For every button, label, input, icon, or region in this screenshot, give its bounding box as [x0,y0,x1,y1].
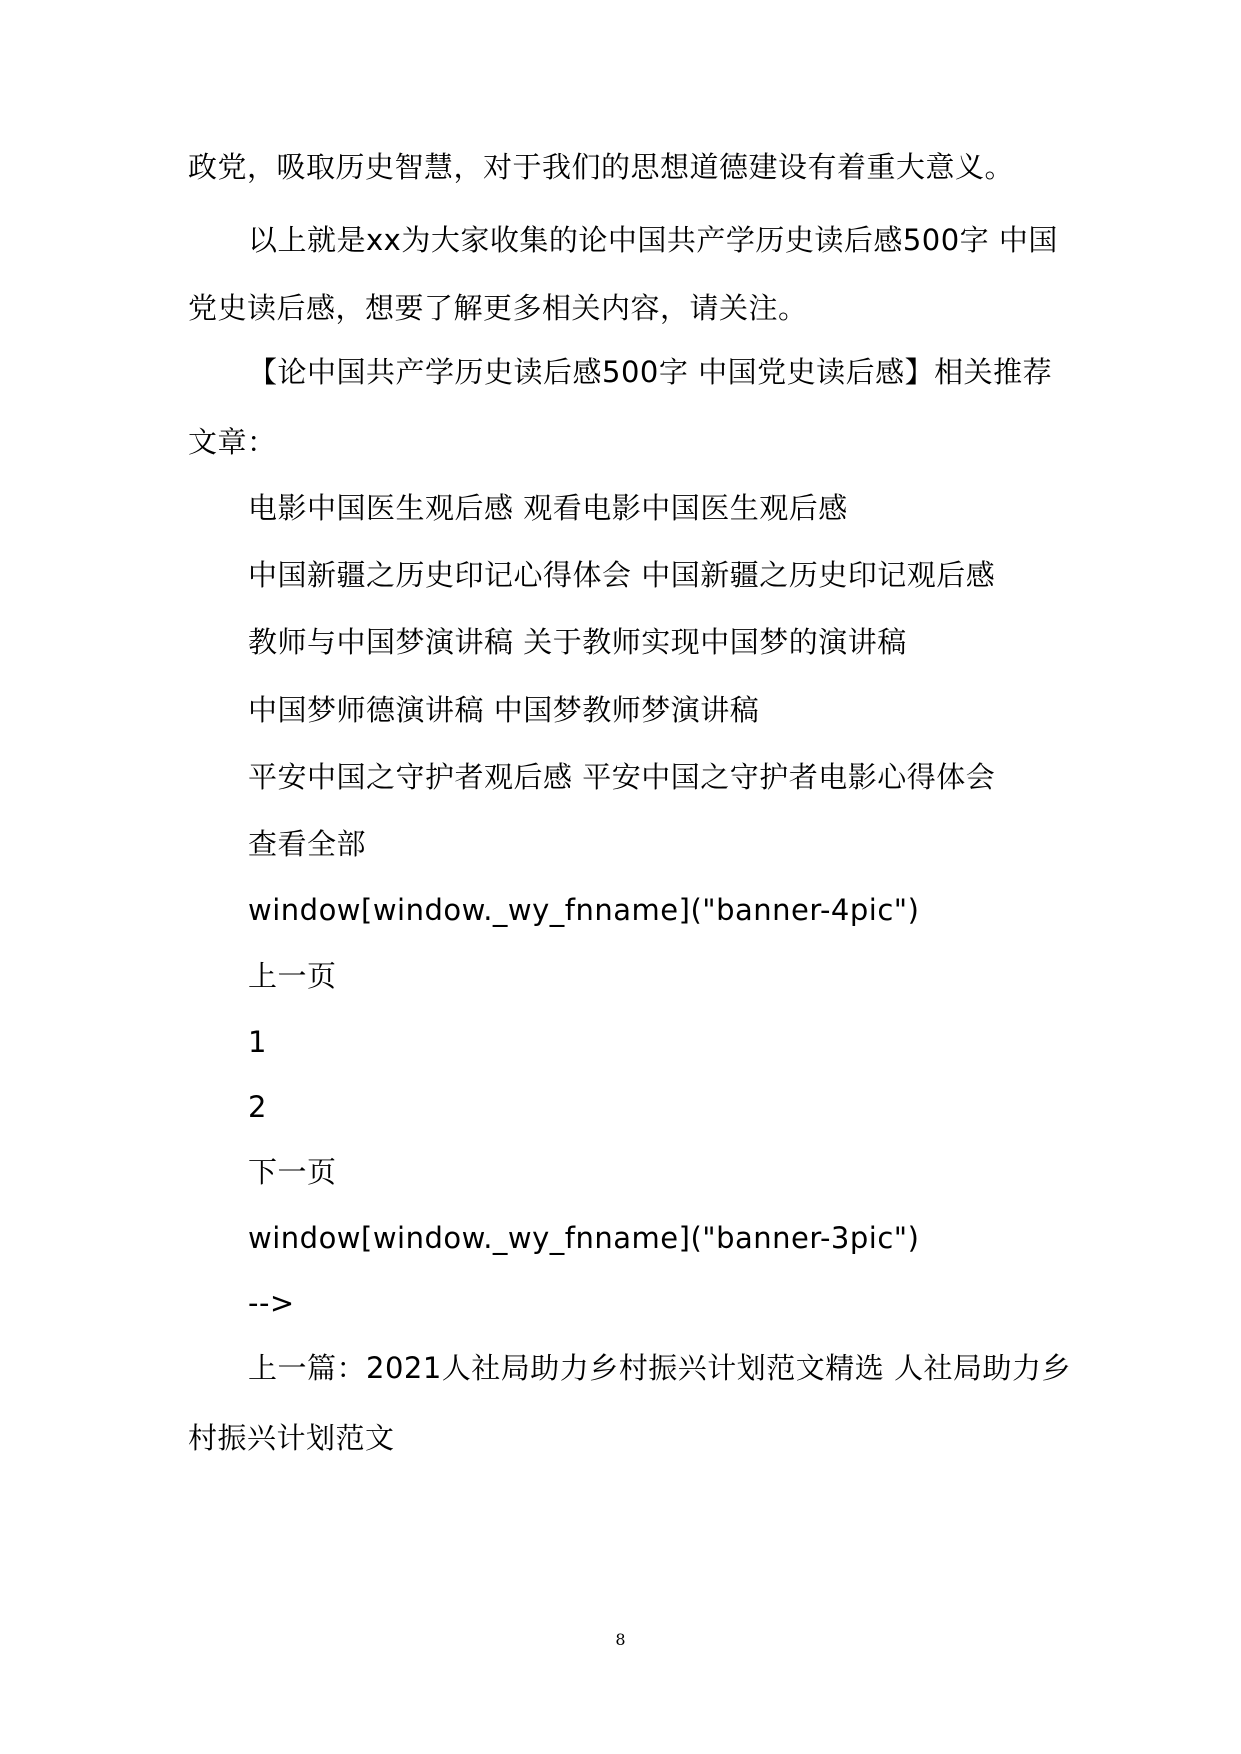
related-article-link[interactable]: 平安中国之守护者观后感 平安中国之守护者电影心得体会 [248,760,996,794]
related-article-link[interactable]: 电影中国医生观后感 观看电影中国医生观后感 [248,491,848,525]
related-heading-continued: 文章： [188,425,277,459]
prev-page-link[interactable]: 上一页 [248,959,337,993]
prev-article-link-continued[interactable]: 村振兴计划范文 [188,1421,395,1455]
page-2-link[interactable]: 2 [248,1090,267,1124]
script-text: window[window._wy_fnname]("banner-4pic") [248,893,920,927]
paragraph-text: 政党，吸取历史智慧，对于我们的思想道德建设有着重大意义。 [188,150,1015,184]
page-number: 8 [615,1630,626,1649]
next-page-link[interactable]: 下一页 [248,1155,337,1189]
page-1-link[interactable]: 1 [248,1025,267,1059]
related-heading: 【论中国共产学历史读后感500字 中国党史读后感】相关推荐 [248,355,1053,389]
related-article-link[interactable]: 中国新疆之历史印记心得体会 中国新疆之历史印记观后感 [248,558,996,592]
script-text: window[window._wy_fnname]("banner-3pic") [248,1221,920,1255]
paragraph-text: 党史读后感，想要了解更多相关内容，请关注。 [188,291,808,325]
view-all-link[interactable]: 查看全部 [248,827,367,861]
paragraph-text: 以上就是xx为大家收集的论中国共产学历史读后感500字 中国 [248,223,1058,257]
prev-article-link[interactable]: 上一篇：2021人社局助力乡村振兴计划范文精选 人社局助力乡 [248,1351,1072,1385]
related-article-link[interactable]: 中国梦师德演讲稿 中国梦教师梦演讲稿 [248,693,760,727]
related-article-link[interactable]: 教师与中国梦演讲稿 关于教师实现中国梦的演讲稿 [248,625,907,659]
comment-end-text: --> [248,1286,295,1320]
